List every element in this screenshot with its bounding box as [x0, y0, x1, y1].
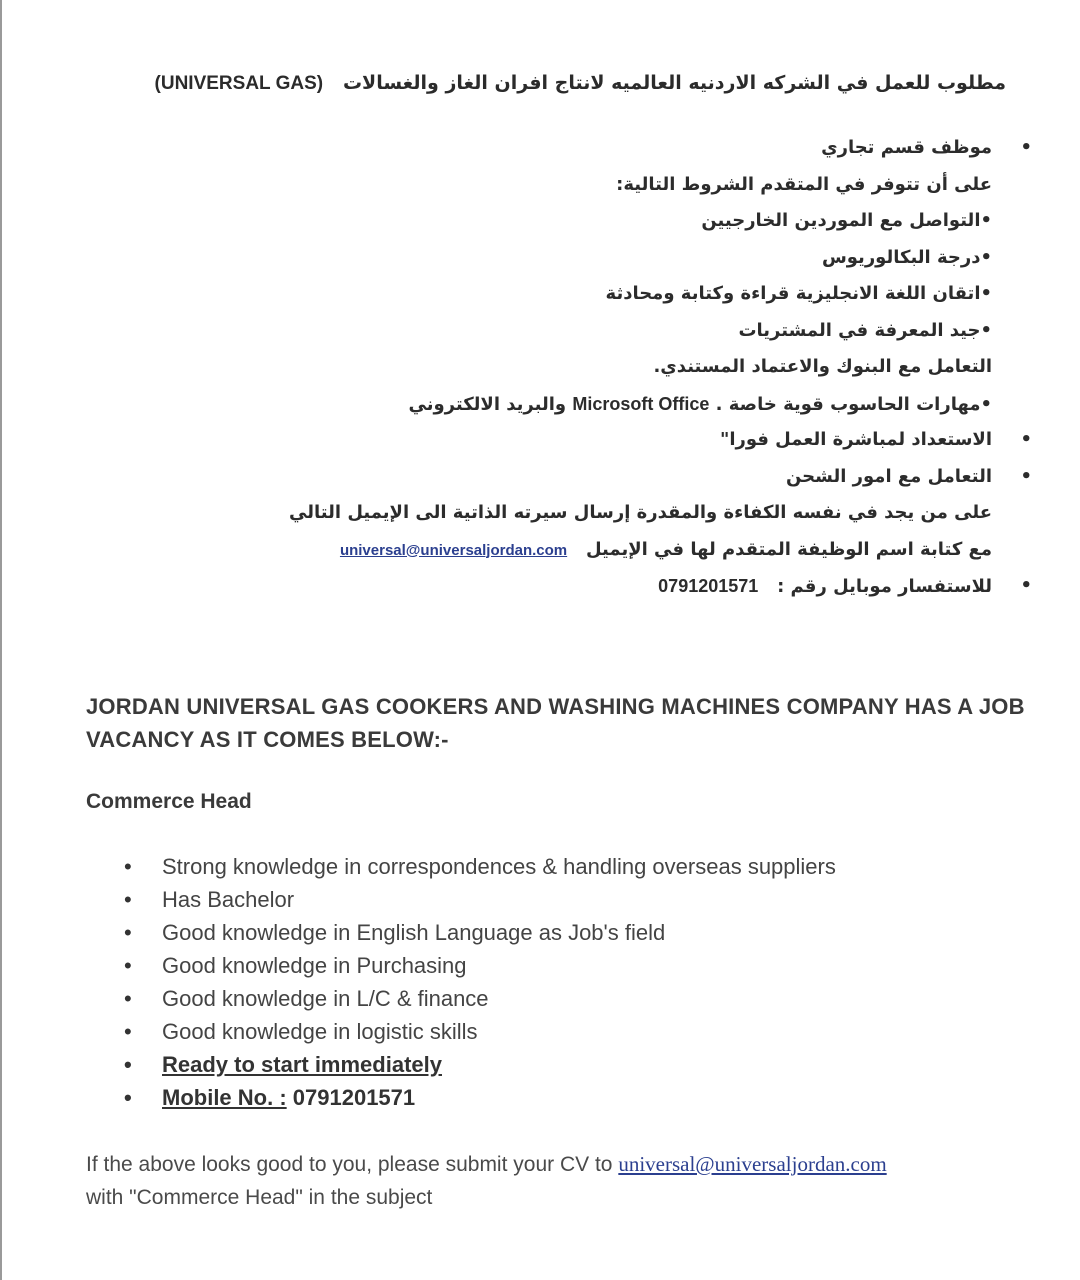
english-position-title: Commerce Head: [86, 790, 252, 813]
arabic-req-english-text: •اتقان اللغة الانجليزية قراءة وكتابة ومحادثة: [605, 283, 992, 304]
arabic-apply-line-text: على من يجد في نفسه الكفاءة والمقدرة إرسال سيرته الذاتية الى الإيميل التالي: [289, 502, 992, 523]
english-heading: JORDAN UNIVERSAL GAS COOKERS AND WASHING MACHINES COMPANY HAS A JOB VACANCY AS IT COMES BELOW:-: [86, 694, 1025, 752]
list-item: • Good knowledge in English Language as Job's field: [124, 916, 836, 949]
arabic-ready: [92, 422, 992, 459]
arabic-title-brand: (UNIVERSAL GAS): [154, 73, 324, 94]
footer-suffix: with "Commerce Head" in the subject: [86, 1186, 433, 1209]
arabic-req-bachelor: [92, 240, 992, 277]
list-item-ready: [124, 1048, 836, 1081]
arabic-title-text: مطلوب للعمل في الشركه الاردنيه العالميه لانتاج افران الغاز والغسالات: [342, 72, 1006, 94]
arabic-ready-text: الاستعداد لمباشرة العمل فورا": [719, 429, 992, 450]
arabic-inquiry-number: 0791201571: [658, 576, 759, 596]
footer-prefix: If the above looks good to you, please submit your CV to: [86, 1153, 613, 1176]
arabic-shipping: [92, 459, 992, 496]
arabic-apply-line-2: [92, 532, 992, 569]
arabic-position-text: موظف قسم تجاري: [821, 137, 992, 158]
arabic-apply-line-2-text: مع كتابة اسم الوظيفة المتقدم لها في الإيميل: [585, 538, 992, 560]
mobile-label: Mobile No. :: [162, 1085, 287, 1110]
arabic-req-purchasing-text: •جيد المعرفة في المشتريات: [738, 319, 992, 341]
list-item: • Good knowledge in Purchasing: [124, 949, 836, 982]
list-item: • Strong knowledge in correspondences & handling overseas suppliers: [124, 850, 836, 883]
arabic-req-suppliers-text: •التواصل مع الموردين الخارجيين: [701, 210, 992, 231]
arabic-req-bachelor-text: •درجة البكالوريوس: [821, 246, 992, 268]
arabic-position: [92, 130, 992, 167]
arabic-apply-line: [92, 495, 992, 532]
ready-to-start-text: Ready to start immediately: [162, 1052, 442, 1077]
arabic-email-link[interactable]: universal@universaljordan.com: [339, 541, 568, 559]
list-item: • Good knowledge in logistic skills: [124, 1015, 836, 1048]
arabic-req-computer-suffix: والبريد الالكتروني: [408, 393, 567, 415]
arabic-title: [46, 72, 1006, 95]
arabic-req-computer-ms-office: Microsoft Office: [572, 393, 710, 414]
arabic-req-purchasing: [92, 313, 992, 350]
mobile-number: 0791201571: [292, 1085, 416, 1110]
arabic-shipping-text: التعامل مع امور الشحن: [785, 465, 992, 487]
arabic-req-banks-text: التعامل مع البنوك والاعتماد المستندي.: [653, 356, 992, 377]
arabic-requirements-block: [92, 130, 992, 605]
list-item: • Has Bachelor: [124, 883, 836, 916]
arabic-requirements-intro: [92, 167, 992, 204]
arabic-req-suppliers: [92, 203, 992, 240]
arabic-requirements-intro-text: على أن تتوفر في المتقدم الشروط التالية:: [616, 173, 992, 195]
arabic-inquiry: [92, 568, 992, 605]
arabic-req-computer: [92, 386, 992, 423]
arabic-inquiry-label: للاستفسار موبايل رقم :: [777, 576, 992, 597]
footer-email-link[interactable]: universal@universaljordan.com: [618, 1152, 887, 1176]
arabic-req-computer-prefix: •مهارات الحاسوب قوية خاصة .: [715, 393, 992, 415]
list-item: • Good knowledge in L/C & finance: [124, 982, 836, 1015]
english-footer: [86, 1148, 1066, 1214]
english-requirements-list: [124, 850, 836, 1114]
list-item-mobile: [124, 1081, 836, 1114]
arabic-req-banks: [92, 349, 992, 386]
arabic-req-english: [92, 276, 992, 313]
